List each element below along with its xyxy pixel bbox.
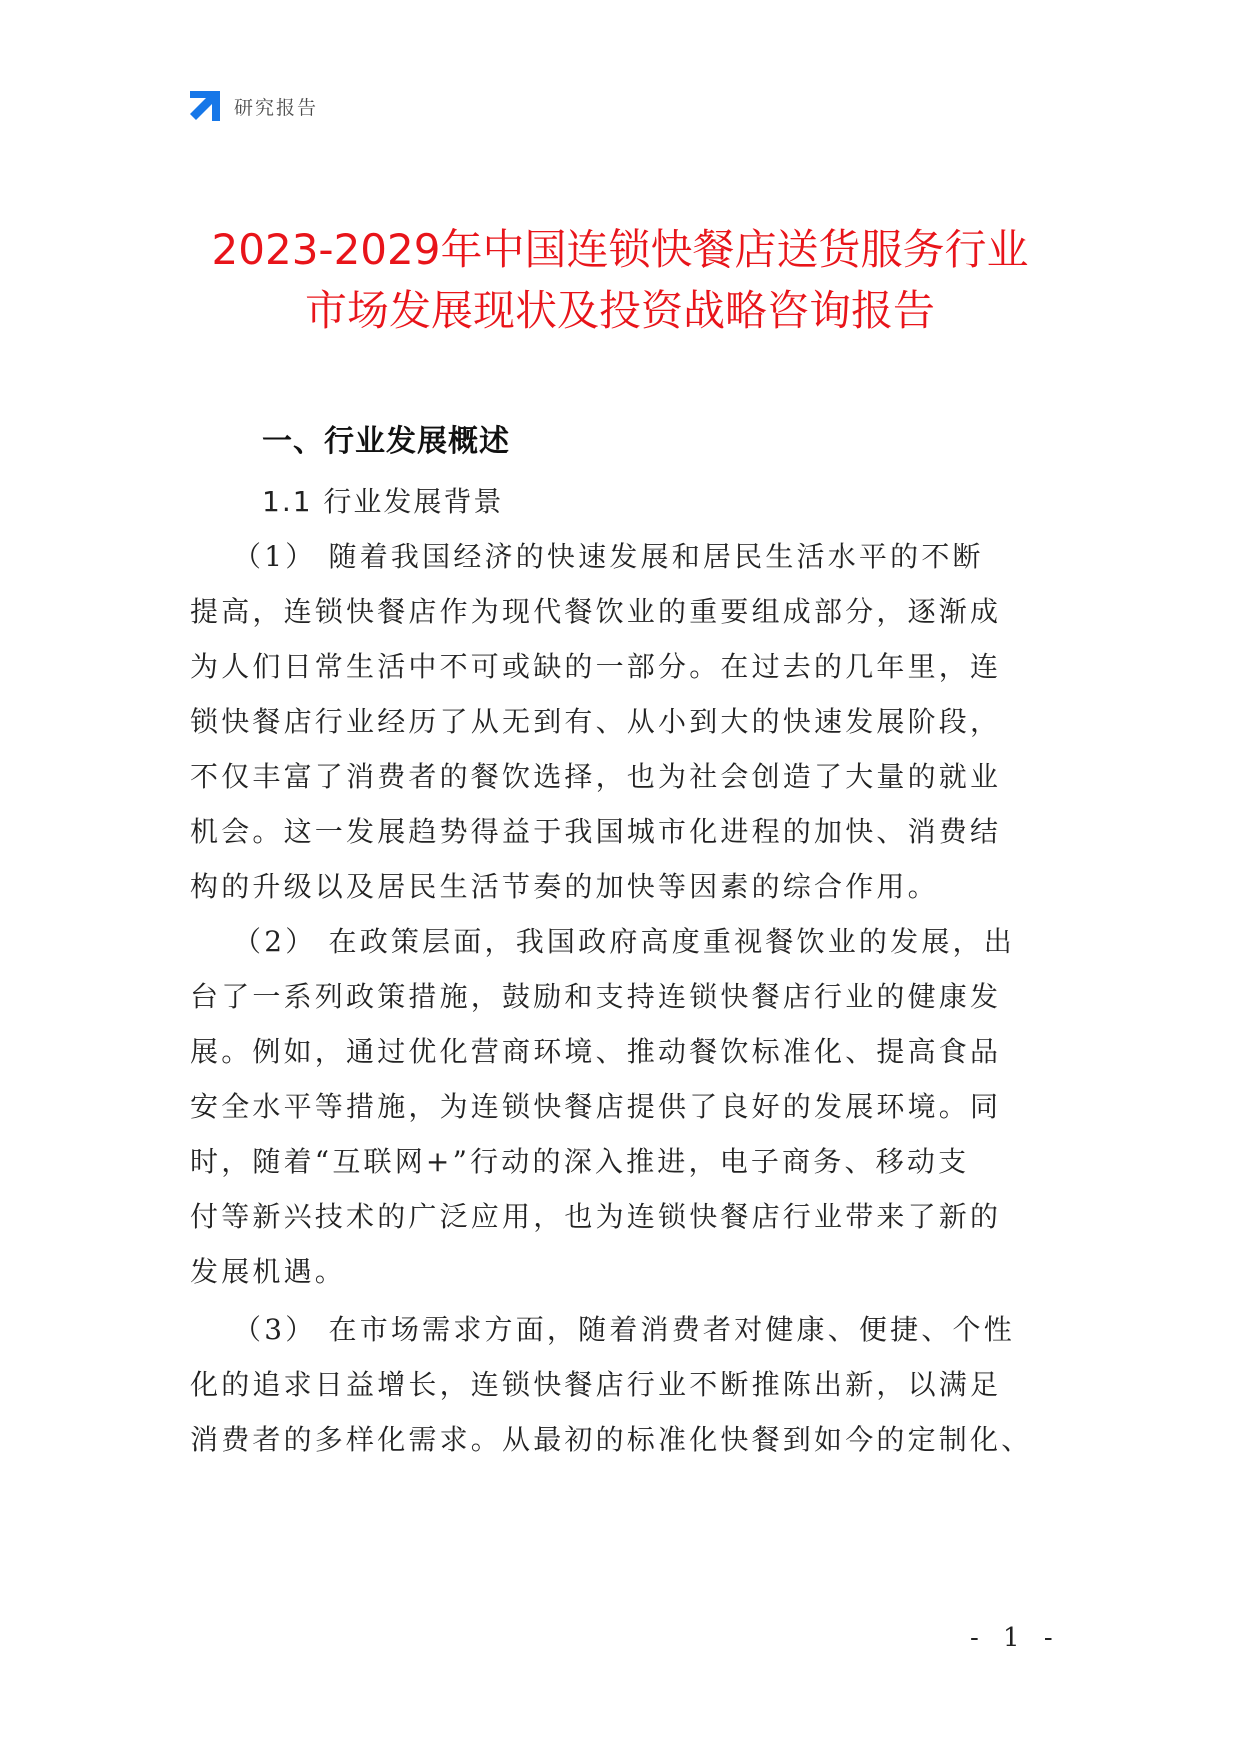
body-line: 提高，连锁快餐店作为现代餐饮业的重要组成部分，逐渐成 [190,595,1002,628]
body-line: 化的追求日益增长，连锁快餐店行业不断推陈出新，以满足 [190,1368,1002,1401]
page-number: - 1 - [970,1623,1061,1653]
subsection-heading: 1.1 行业发展背景 [262,485,504,518]
document-title-line-1: 2023-2029年中国连锁快餐店送货服务行业 [211,225,1029,274]
body-line: 不仅丰富了消费者的餐饮选择，也为社会创造了大量的就业 [190,760,1002,793]
body-line: 机会。这一发展趋势得益于我国城市化进程的加快、消费结 [190,815,1002,848]
body-line: 锁快餐店行业经历了从无到有、从小到大的快速发展阶段， [190,705,1002,738]
document-title-line-2: 市场发展现状及投资战略咨询报告 [304,286,935,335]
body-line: 为人们日常生活中不可或缺的一部分。在过去的几年里，连 [190,650,1002,683]
body-line: （1） 随着我国经济的快速发展和居民生活水平的不断 [233,540,984,573]
body-line: （3） 在市场需求方面，随着消费者对健康、便捷、个性 [233,1313,1015,1346]
body-line: 台了一系列政策措施，鼓励和支持连锁快餐店行业的健康发 [190,980,1002,1013]
body-line: 付等新兴技术的广泛应用，也为连锁快餐店行业带来了新的 [190,1200,1002,1233]
body-line: 消费者的多样化需求。从最初的标准化快餐到如今的定制化、 [190,1423,1033,1456]
arrow-up-right-icon [188,89,222,123]
body-line: 时，随着“互联网+”行动的深入推进，电子商务、移动支 [190,1145,970,1178]
report-header [188,88,318,124]
body-line: 发展机遇。 [190,1255,347,1288]
header-label: 研究报告 [234,96,319,119]
body-line: （2） 在政策层面，我国政府高度重视餐饮业的发展，出 [233,925,1015,958]
body-line: 安全水平等措施，为连锁快餐店提供了良好的发展环境。同 [190,1090,1002,1123]
body-line: 展。例如，通过优化营商环境、推动餐饮标准化、提高食品 [190,1035,1002,1068]
body-line: 构的升级以及居民生活节奏的加快等因素的综合作用。 [190,870,939,903]
section-heading: 一、行业发展概述 [262,424,510,459]
